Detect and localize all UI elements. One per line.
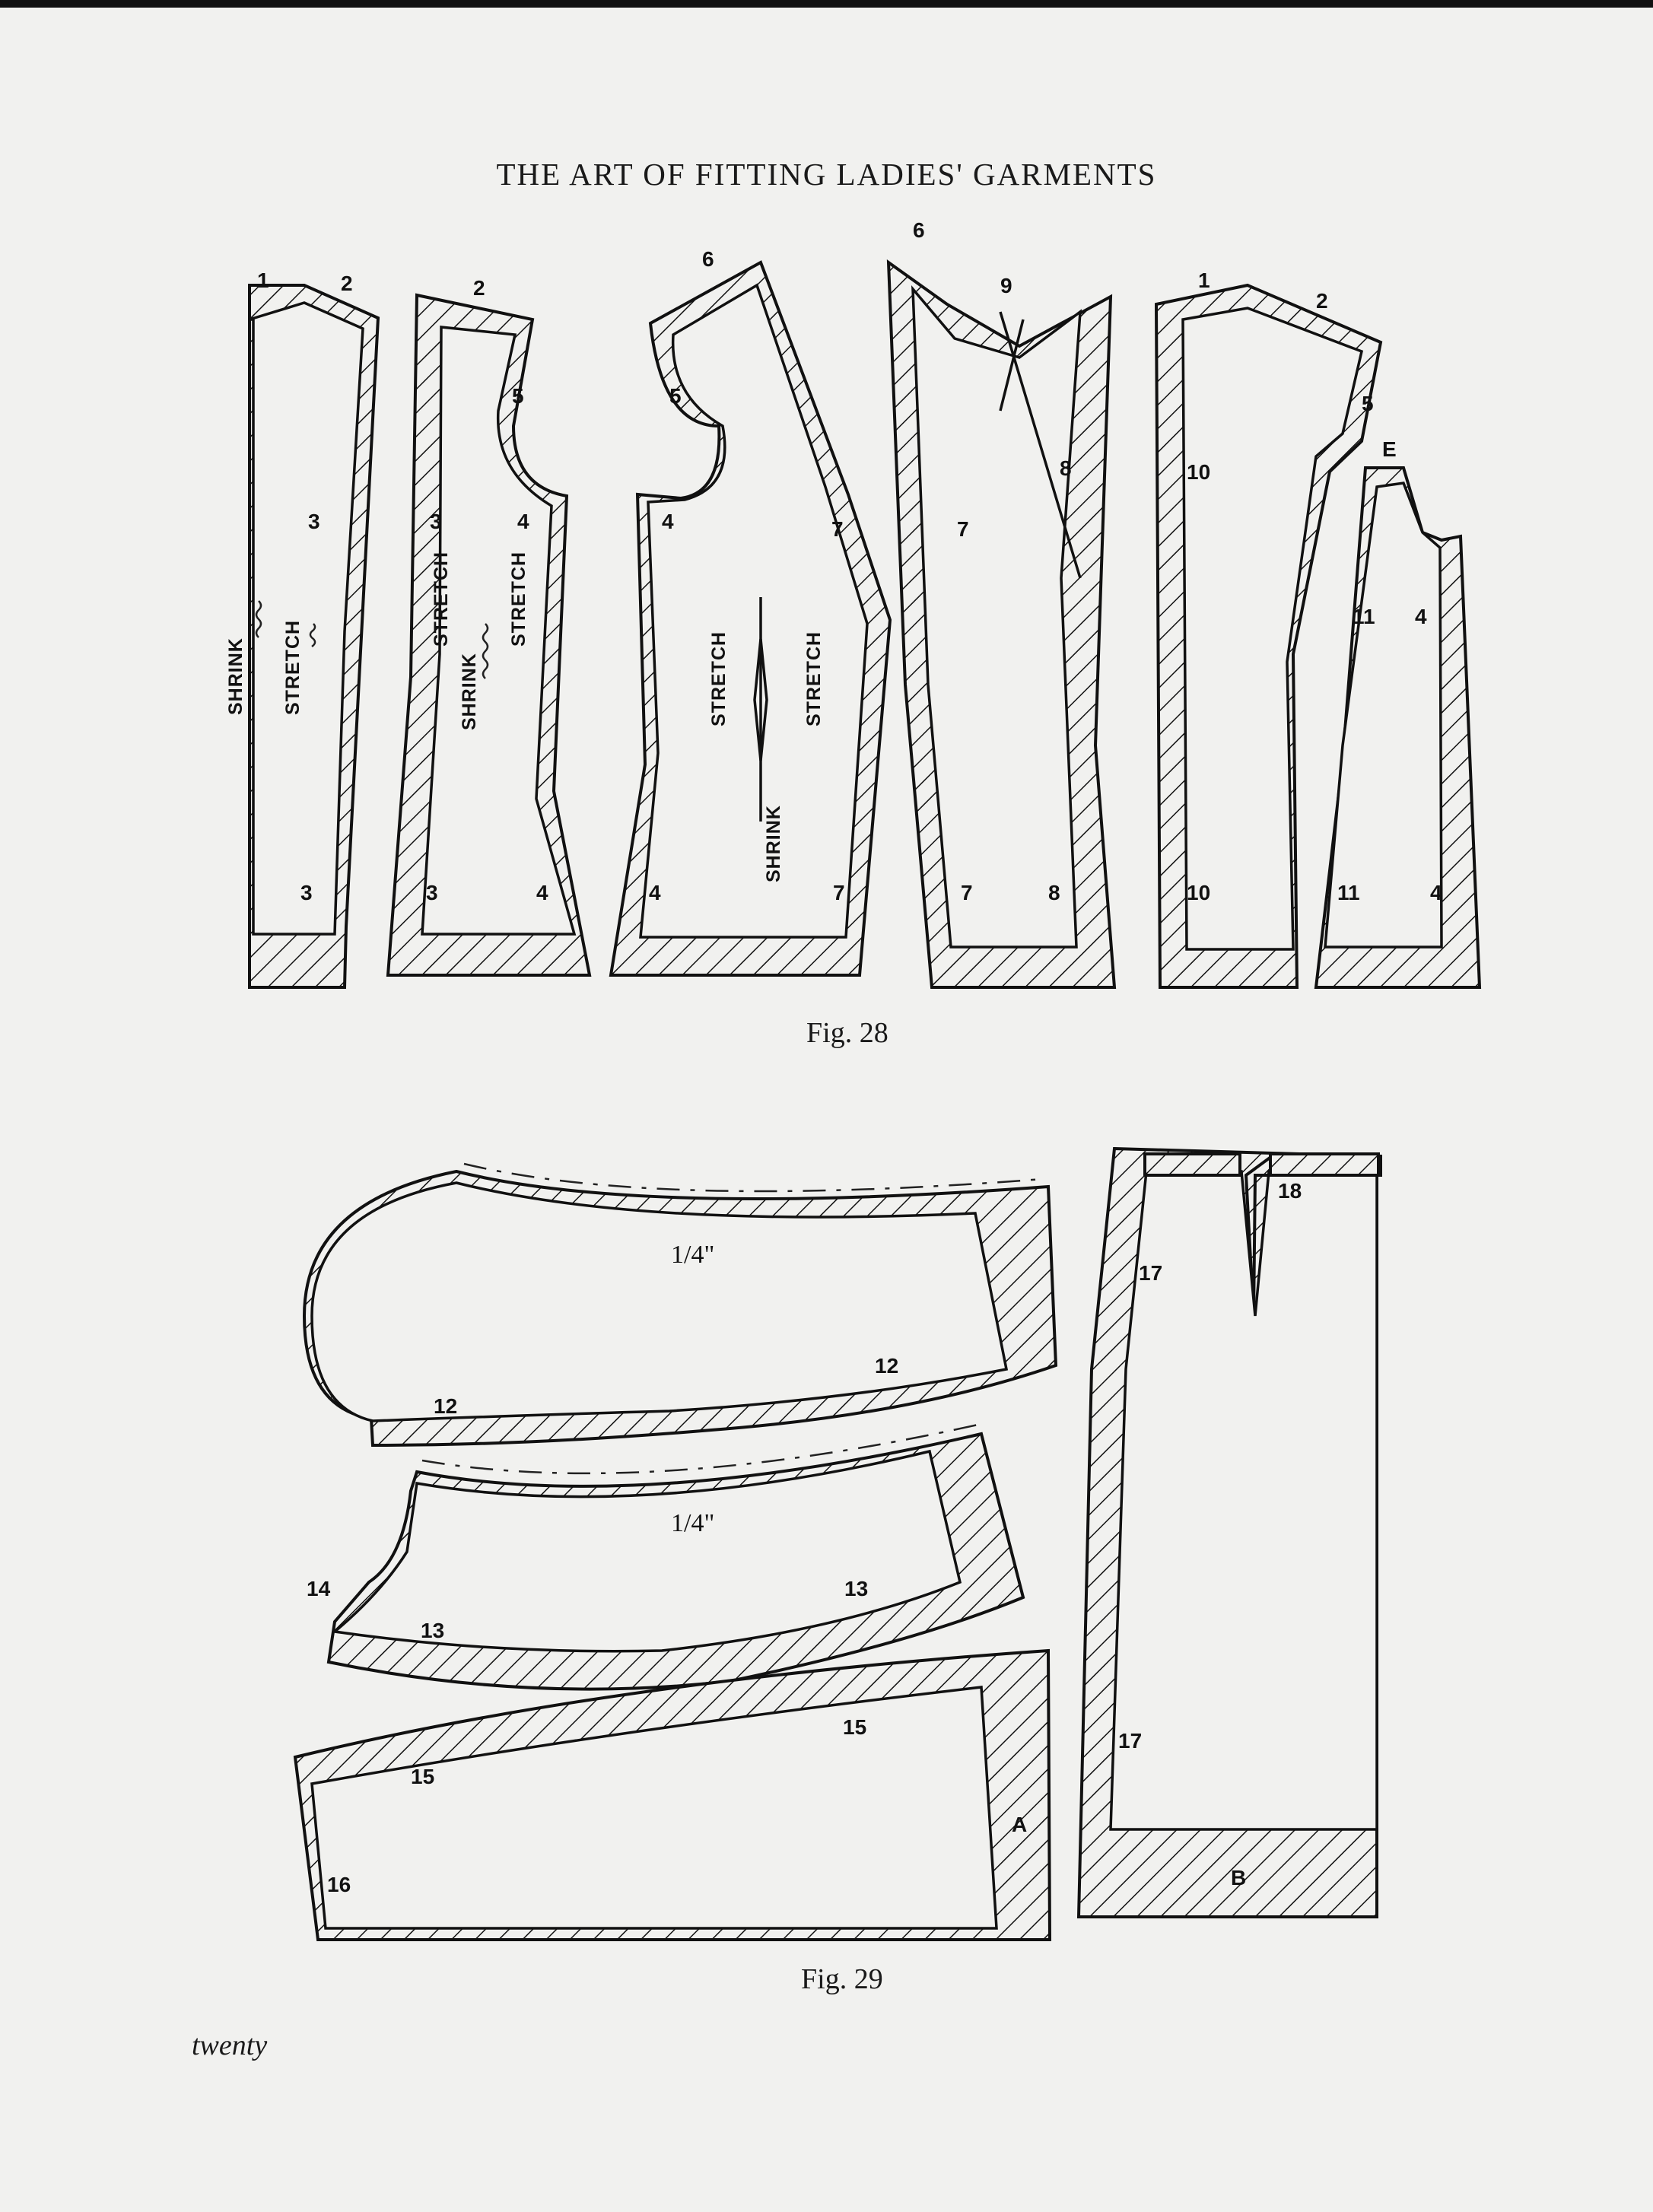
- fig28-label-6b: 6: [913, 218, 925, 242]
- page-folio: twenty: [192, 2029, 268, 2061]
- fig28-label-2a: 2: [341, 272, 353, 295]
- fig28-label-2c: 2: [1316, 289, 1328, 313]
- fig28-label-9: 9: [1000, 274, 1012, 297]
- fig28-label-4d: 4: [649, 881, 661, 904]
- fig28-stretch-4: STRETCH: [708, 631, 730, 726]
- fig28-piece-6: [1316, 468, 1480, 987]
- fig29-label-A: A: [1012, 1813, 1028, 1836]
- fig29-skirt: [1079, 1149, 1381, 1917]
- fig28-label-11b: 11: [1337, 881, 1360, 904]
- fig28-label-7a: 7: [831, 517, 844, 541]
- fig28-label-4c: 4: [662, 510, 674, 533]
- fig29-allowance-under: 1/4": [671, 1509, 715, 1537]
- fig28-label-11a: 11: [1353, 605, 1375, 628]
- fig29-label-14: 14: [307, 1577, 331, 1600]
- fig28-stretch-2: STRETCH: [431, 551, 452, 647]
- fig28-piece-3: [611, 262, 890, 975]
- fig28-label-3a: 3: [308, 510, 320, 533]
- fig29-sleeve-under: [329, 1424, 1023, 1689]
- fig28-label-7b: 7: [833, 881, 845, 904]
- fig28-label-2b: 2: [473, 276, 485, 300]
- fig28-label-6a: 6: [702, 247, 714, 271]
- fig28-shrink-3: SHRINK: [763, 805, 784, 882]
- fig28-caption: Fig. 28: [806, 1017, 888, 1049]
- fig28-label-8b: 8: [1048, 881, 1060, 904]
- fig28-piece-2: [388, 295, 590, 975]
- fig28-label-1b: 1: [1198, 269, 1210, 292]
- fig28-piece-1: [250, 285, 378, 987]
- fig29-label-17b: 17: [1118, 1729, 1143, 1753]
- fig28-stretch-1: STRETCH: [282, 619, 304, 715]
- fig28-label-5b: 5: [669, 384, 682, 408]
- fig29-label-15b: 15: [411, 1765, 435, 1788]
- fig29-sleeve-top: [304, 1164, 1056, 1445]
- fig29-allowance-top: 1/4": [671, 1241, 715, 1269]
- fig28-label-7c: 7: [957, 517, 969, 541]
- fig28-label-3d: 3: [426, 881, 438, 904]
- fig28-label-7d: 7: [961, 881, 973, 904]
- page-title: THE ART OF FITTING LADIES' GARMENTS: [496, 157, 1157, 192]
- fig28-label-8a: 8: [1060, 456, 1072, 480]
- fig28-shrink-1: SHRINK: [225, 637, 246, 715]
- fig29-caption: Fig. 29: [801, 1963, 883, 1995]
- fig29-label-B: B: [1231, 1866, 1247, 1889]
- fig28-label-10a: 10: [1187, 460, 1211, 484]
- fig28-piece-4: [888, 262, 1114, 987]
- fig28-label-4f: 4: [1430, 881, 1442, 904]
- fig28-label-1a: 1: [257, 269, 269, 292]
- fig28-label-4e: 4: [1415, 605, 1427, 628]
- fig29-label-12a: 12: [875, 1354, 899, 1378]
- fig28-label-E: E: [1382, 437, 1397, 461]
- fig28-stretch-5: STRETCH: [803, 631, 825, 726]
- fig28-label-4b: 4: [536, 881, 548, 904]
- fig29-label-13a: 13: [844, 1577, 869, 1600]
- fig28-label-3b: 3: [300, 881, 313, 904]
- fig28-label-5c: 5: [1362, 392, 1374, 415]
- fig29-label-18: 18: [1278, 1179, 1302, 1203]
- fig29-label-12b: 12: [434, 1394, 458, 1418]
- fig28-label-10b: 10: [1187, 881, 1211, 904]
- fig28-label-3c: 3: [430, 510, 442, 533]
- fig28-label-5a: 5: [512, 384, 524, 408]
- fig29-label-15a: 15: [843, 1715, 867, 1739]
- fig28-label-4a: 4: [517, 510, 529, 533]
- fig29-collar: [295, 1651, 1050, 1940]
- fig29-label-16: 16: [327, 1873, 351, 1896]
- fig29-label-17a: 17: [1139, 1261, 1163, 1285]
- fig29-label-13b: 13: [421, 1619, 445, 1642]
- fig28-stretch-3: STRETCH: [508, 551, 529, 647]
- fig28-shrink-2: SHRINK: [459, 653, 480, 730]
